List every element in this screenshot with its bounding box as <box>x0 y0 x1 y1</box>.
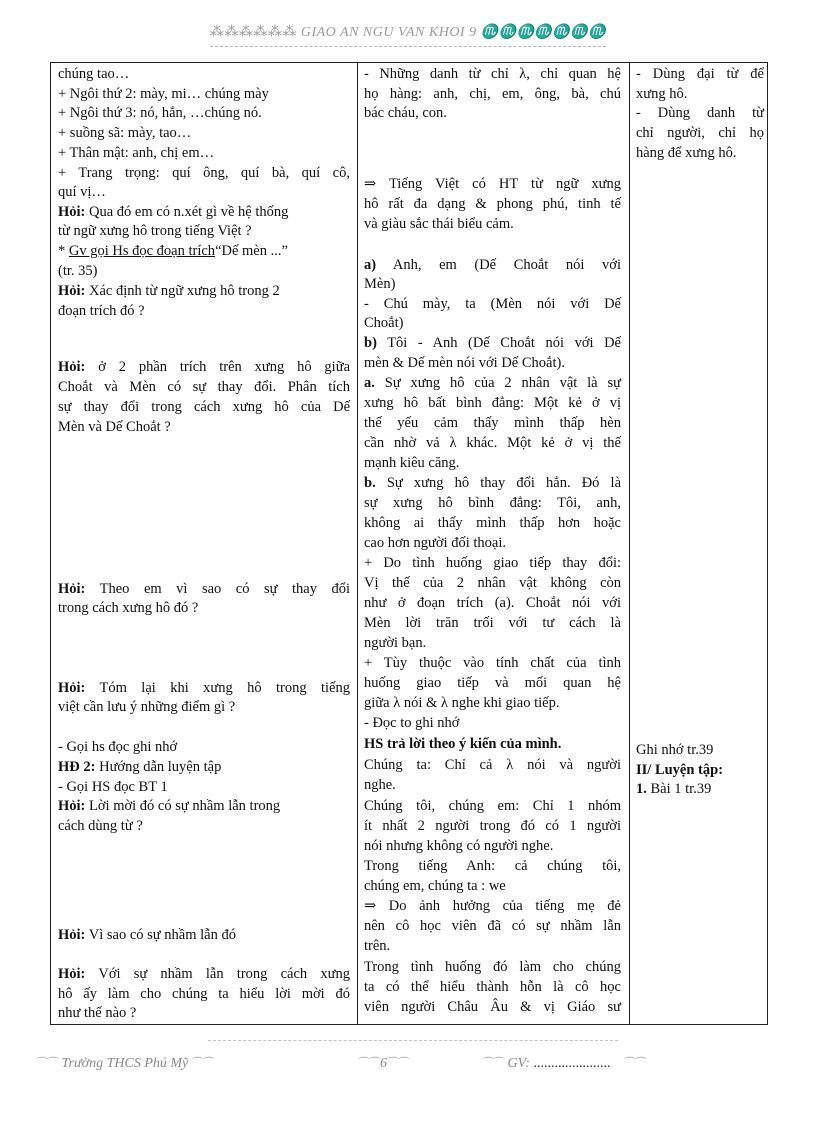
text-line: chúng tao… <box>58 66 130 82</box>
text-line: ⇒ Do ảnh hưởng của tiếng mẹ đẻ <box>364 898 621 914</box>
text-line: trong cách xưng hô đó ? <box>58 600 199 616</box>
text-line: và giàu sắc thái biểu cảm. <box>364 216 514 232</box>
text-line: - Gọi hs đọc ghi nhớ <box>58 739 178 755</box>
lesson-table <box>50 62 768 1025</box>
question-line <box>58 359 350 377</box>
text-line: Mèn và Dế Choắt ? <box>58 419 171 435</box>
activity-line <box>58 759 221 777</box>
text-line: HS trả lời theo ý kiến của mình. <box>364 736 562 752</box>
text-line: chỉ người, chỉ họ <box>636 125 764 141</box>
column-divider <box>357 63 358 1024</box>
ornament-icon: ⌒⌒ <box>36 1056 59 1070</box>
text-line: + Tùy thuộc vào tính chất của tình <box>364 655 621 671</box>
ornament-icon: ⌒⌒ <box>482 1056 505 1070</box>
text-line: hô rất đa dạng & phong phú, tinh tế <box>364 196 621 212</box>
column-divider <box>629 63 630 1024</box>
answer-line <box>364 475 621 493</box>
text-line: - Những danh từ chỉ λ, chỉ quan hệ <box>364 66 621 82</box>
hoi-label: Hỏi: <box>58 581 86 597</box>
text-line: - Đọc to ghi nhớ <box>364 715 460 731</box>
item-label: b) <box>364 335 377 351</box>
text-line: giữa λ nói & λ nghe khi giao tiếp. <box>364 695 560 711</box>
text-line: (tr. 35) <box>58 263 98 279</box>
header-divider <box>210 46 606 47</box>
text-line: ít nhất 2 người trong đó có 1 người <box>364 818 621 834</box>
hd2-label: HĐ 2: <box>58 759 96 775</box>
item-label: 1. <box>636 781 647 797</box>
text-line: II/ Luyện tập: <box>636 762 724 778</box>
text-line: Chúng tôi, chúng em: Chỉ 1 nhóm <box>364 798 621 814</box>
text-line: ta có thể hiểu thành hỗn là cô học <box>364 979 621 995</box>
text-line: chúng em, chúng ta : we <box>364 878 506 894</box>
text-line: Anh, em (Dế Choắt nói với <box>392 257 621 273</box>
text-line: ⇒ Tiếng Việt có HT từ ngữ xưng <box>364 176 621 192</box>
text-line: không ai thấy mình thấp hơn hoặc <box>364 515 621 531</box>
text-line: + Do tình huống giao tiếp thay đổi: <box>364 555 621 571</box>
text-line: ở 2 phần trích trên xưng hô giữa <box>98 359 350 375</box>
page-number: 6 <box>380 1056 388 1071</box>
ornament-icon: ⌒⌒ <box>191 1056 214 1070</box>
text-line: - Gọi HS đọc BT 1 <box>58 779 168 795</box>
text-line: - Dùng danh từ <box>636 105 764 121</box>
text-line: nên cô học viên đã có sự nhầm lẫn <box>364 918 621 934</box>
header-title: GIAO AN NGU VAN KHOI 9 <box>300 25 477 40</box>
text-line: cần nhờ vả λ khác. Một kẻ ở vị thế <box>364 435 621 451</box>
gv-label: GV: <box>507 1056 530 1071</box>
text-line: cao hơn người đối thoại. <box>364 535 506 551</box>
footer-page <box>358 1054 409 1072</box>
text-line: Sự xưng hô của 2 nhân vật là sự <box>384 375 621 391</box>
text-line: Bài 1 tr.39 <box>650 781 712 797</box>
hoi-label: Hỏi: <box>58 927 86 943</box>
gv-value: ...................... <box>533 1056 611 1071</box>
page-header <box>0 24 816 41</box>
text-line: + suồng sã: mày, tao… <box>58 125 192 141</box>
text-line: Hướng dẫn luyện tập <box>99 759 222 775</box>
hoi-label: Hỏi: <box>58 359 86 375</box>
hoi-label: Hỏi: <box>58 798 86 814</box>
text-line: Mèn lời trăn trối với tư cách là <box>364 615 621 631</box>
text-line: xưng hô. <box>636 86 688 102</box>
ornament-icon: ⌒⌒ <box>623 1056 646 1070</box>
text-line: Mèn) <box>364 276 396 292</box>
item-label: b. <box>364 475 376 491</box>
text-line: việt cần lưu ý những điểm gì ? <box>58 699 236 715</box>
question-line <box>58 798 280 816</box>
text-line: mèn & Dế mèn nói với Dế Choắt). <box>364 355 565 371</box>
ornament-icon: ⌒⌒ <box>358 1056 381 1070</box>
footer-school <box>36 1054 214 1072</box>
text-line: - Dùng đại từ để <box>636 66 764 82</box>
text-line: họ hàng: anh, chị, em, ông, bà, chú <box>364 86 621 102</box>
text-line: + Ngôi thứ 3: nó, hắn, …chúng nó. <box>58 105 262 121</box>
text-line: Gv gọi Hs đọc đoạn trích <box>68 243 216 259</box>
text-line: đoạn trích đó ? <box>58 303 145 319</box>
text-line: như ở đoạn trích (a). Choắt nói với <box>364 595 621 611</box>
text-line: nghe. <box>364 777 396 793</box>
text-line: Lời mời đó có sự nhầm lẫn trong <box>89 798 281 814</box>
answer-line <box>364 375 621 393</box>
footer-teacher <box>482 1054 646 1072</box>
text-line: người bạn. <box>364 635 427 651</box>
text-line: huống giao tiếp và mối quan hệ <box>364 675 621 691</box>
question-line <box>58 581 350 599</box>
text-line: Tóm lại khi xưng hô trong tiếng <box>99 680 350 696</box>
text-line: cách dùng từ ? <box>58 818 143 834</box>
hoi-label: Hỏi: <box>58 204 86 220</box>
text-line: + Ngôi thứ 2: mày, mi… chúng mày <box>58 86 269 102</box>
text-line: trên. <box>364 938 391 954</box>
text-line: “Dế mèn ...” <box>215 243 288 259</box>
item-label: a) <box>364 257 377 273</box>
text-line: Chúng ta: Chỉ cả λ nói và người <box>364 757 621 773</box>
instruction-line <box>58 243 288 261</box>
text-line: từ ngữ xưng hô trong tiếng Việt ? <box>58 223 252 239</box>
text-line: sự xưng hô bình đẳng: Tôi, anh, <box>364 495 621 511</box>
text-line: Vì sao có sự nhầm lẫn đó <box>88 927 236 943</box>
text-line: viên người Châu Âu & vị Giáo sư <box>364 999 621 1015</box>
text-line: Choắt và Mèn có sự thay đổi. Phân tích <box>58 379 350 395</box>
text-line: nói nhưng không có người nghe. <box>364 838 554 854</box>
question-line <box>58 283 280 301</box>
header-left-ornament: ⁂⁂⁂⁂⁂⁂ <box>209 25 297 40</box>
text-line: sự thay đổi trong cách xưng hô của Dế <box>58 399 350 415</box>
question-line <box>58 927 236 945</box>
text-line: Sự xưng hô thay đổi hẳn. Đó là <box>386 475 622 491</box>
text-line: hô ấy làm cho chúng ta hiểu lời mời đó <box>58 986 350 1002</box>
text-line: Qua đó em có n.xét gì về hệ thống <box>89 204 289 220</box>
text-line: + Thân mật: anh, chị em… <box>58 145 215 161</box>
hoi-label: Hỏi: <box>58 283 86 299</box>
text-line: Theo em vì sao có sự thay đổi <box>99 581 350 597</box>
text-line: hàng để xưng hô. <box>636 145 737 161</box>
text-line: xưng hô bất bình đẳng: Một kẻ ở vị <box>364 395 621 411</box>
text-line: Xác định từ ngữ xưng hô trong 2 <box>89 283 280 299</box>
answer-line <box>364 257 621 275</box>
item-label: a. <box>364 375 375 391</box>
school-name: Trường THCS Phú Mỹ <box>61 1056 189 1071</box>
text-line: Vị thế của 2 nhân vật không còn <box>364 575 621 591</box>
hoi-label: Hỏi: <box>58 680 86 696</box>
ornament-icon: ⌒⌒ <box>387 1056 410 1070</box>
text-line: Với sự nhầm lẫn trong cách xưng <box>98 966 350 982</box>
text-line: mạnh kiêu căng. <box>364 455 460 471</box>
text-line: - Chú mày, ta (Mèn nói với Dế <box>364 296 621 312</box>
footer-divider <box>208 1040 618 1041</box>
hoi-label: Hỏi: <box>58 966 86 982</box>
question-line <box>58 680 350 698</box>
text-line: Tôi - Anh (Dế Choắt nói với Dế <box>387 335 621 351</box>
text-line: quí vị… <box>58 184 106 200</box>
question-line <box>58 966 350 984</box>
question-line <box>58 204 288 222</box>
text-line: Trong tình huống đó làm cho chúng <box>364 959 621 975</box>
answer-line <box>364 335 621 353</box>
text-line: + Trang trọng: quí ông, quí bà, quí cô, <box>58 165 350 181</box>
star-label: * <box>58 243 66 259</box>
header-right-ornament: ♏♏♏♏♏♏♏ <box>480 25 607 40</box>
text-line: Trong tiếng Anh: cả chúng tôi, <box>364 858 621 874</box>
text-line: Choắt) <box>364 315 404 331</box>
exercise-line <box>636 781 711 799</box>
text-line: như thế nào ? <box>58 1005 137 1021</box>
text-line: bác cháu, con. <box>364 105 447 121</box>
text-line: Ghi nhớ tr.39 <box>636 742 714 758</box>
text-line: thế yếu cảm thấy mình thấp hèn <box>364 415 621 431</box>
